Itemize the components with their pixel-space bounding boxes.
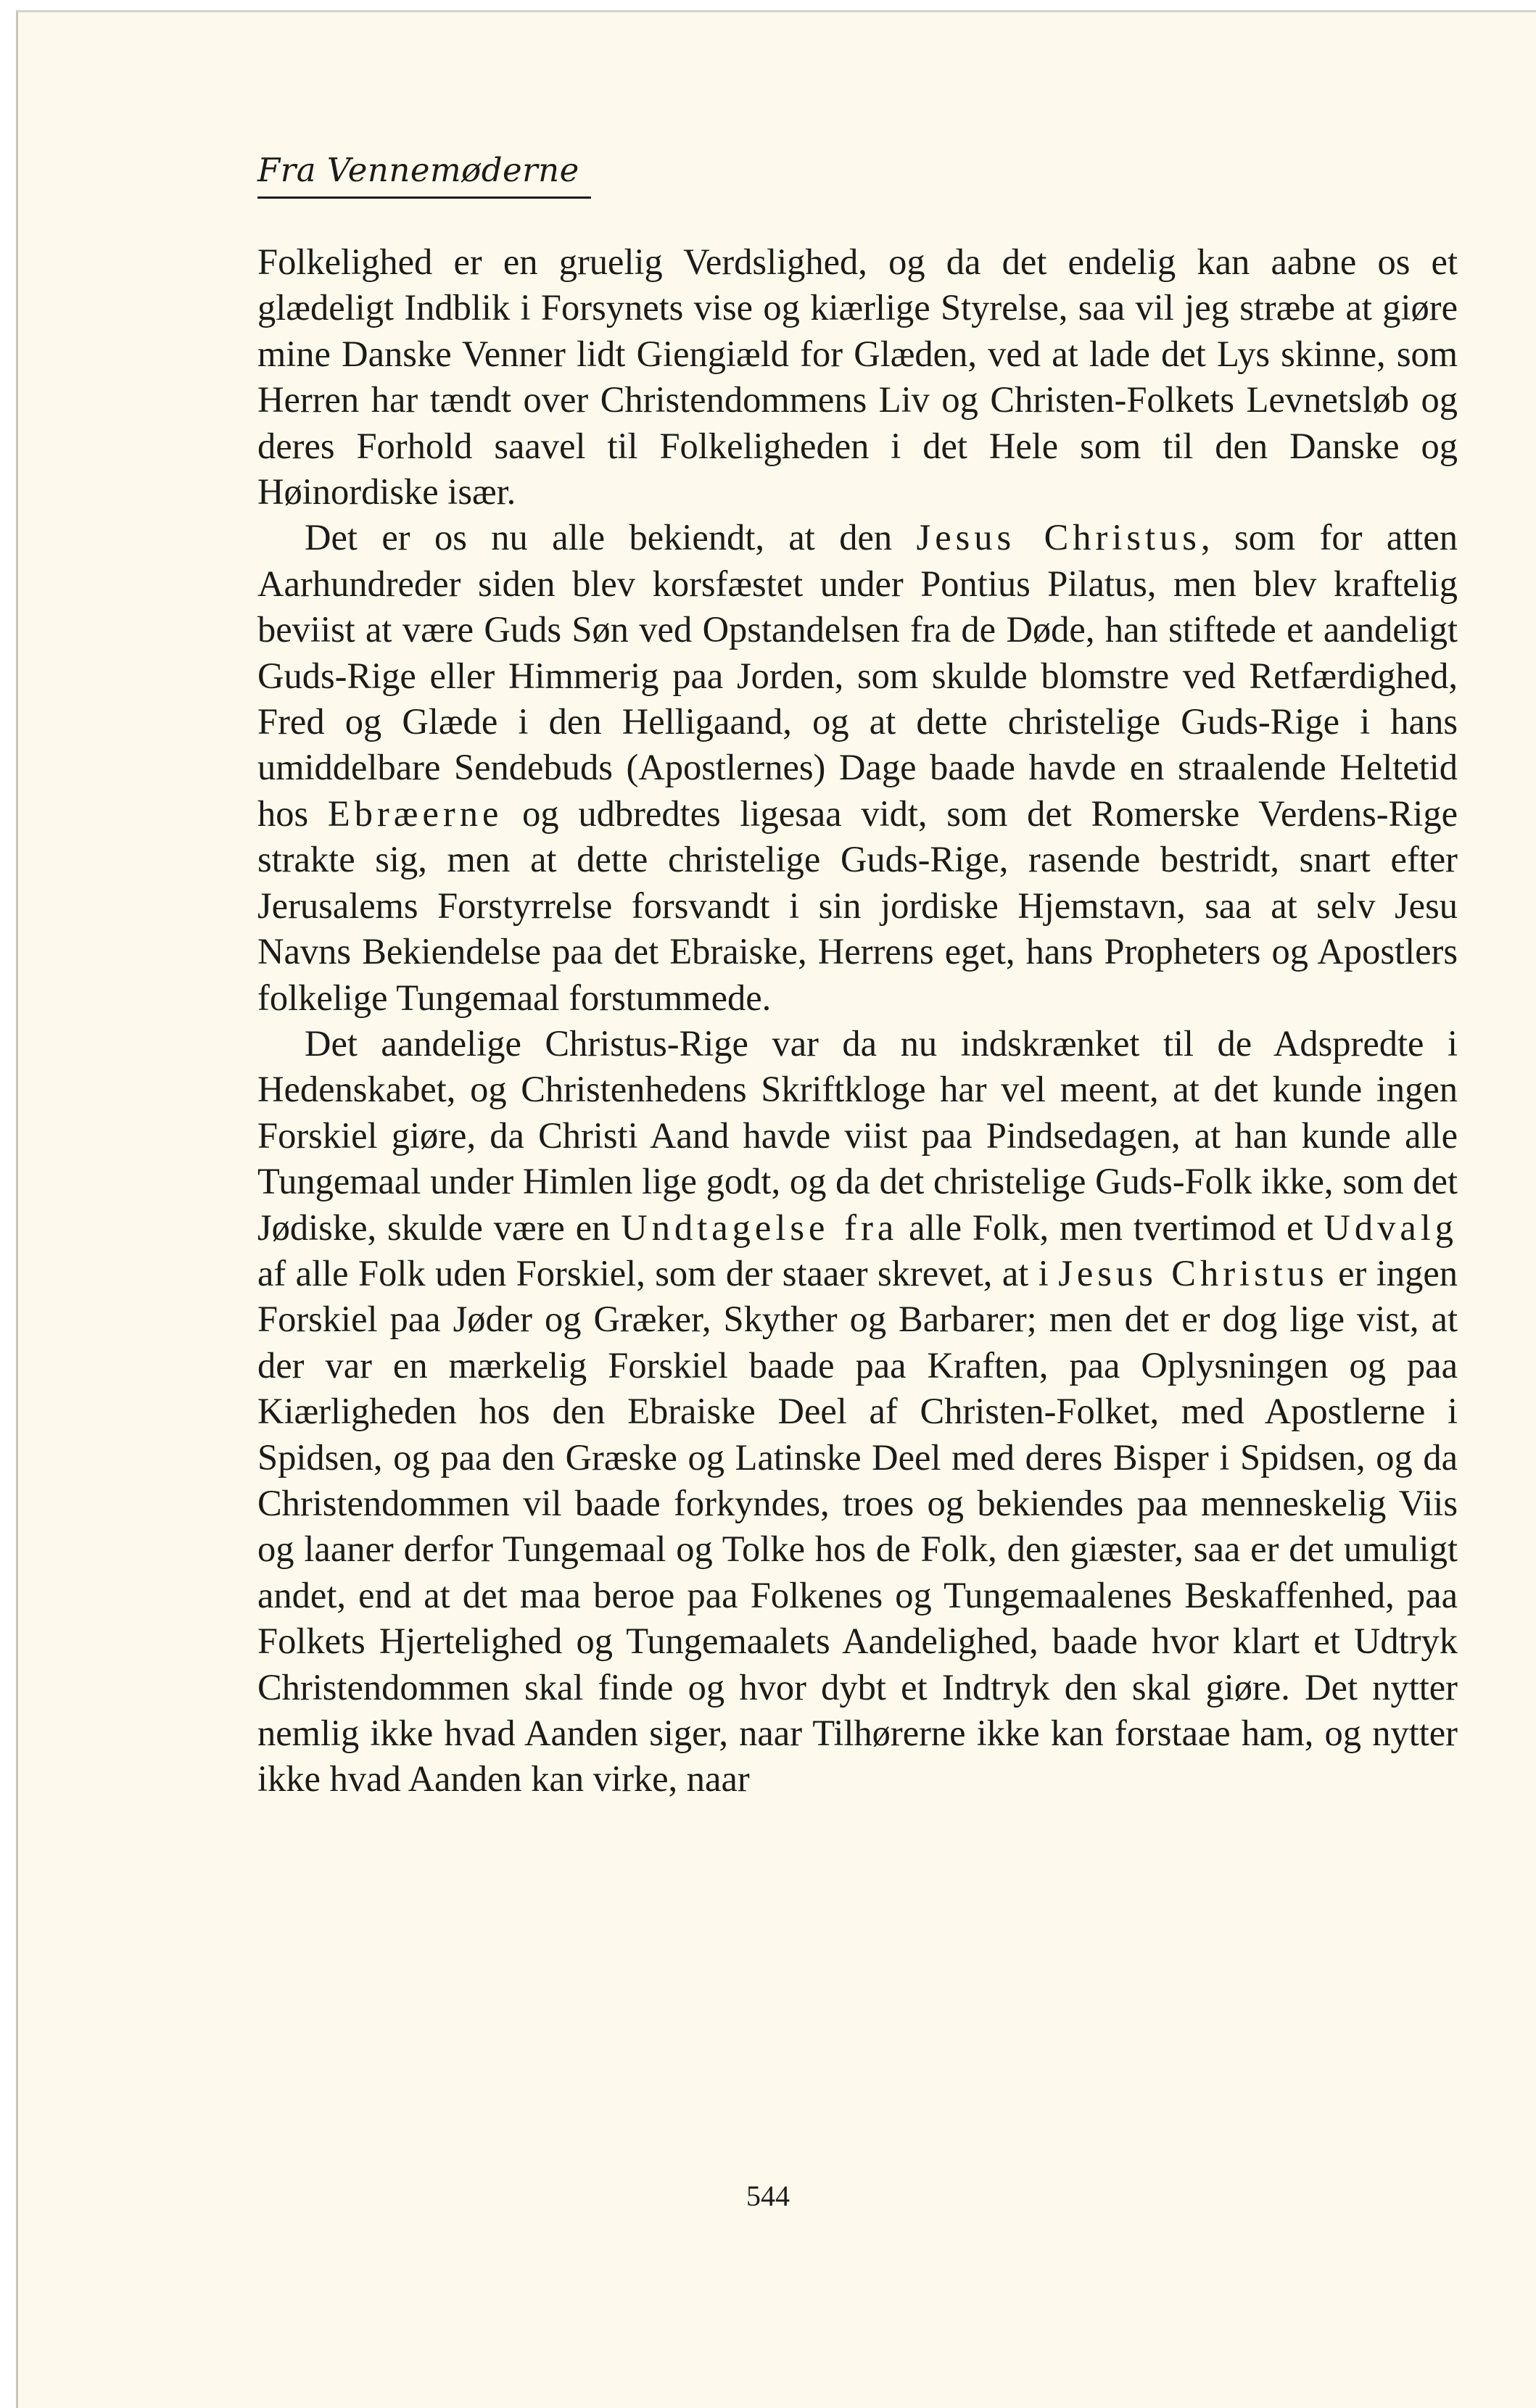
- paragraph-3-text: alle Folk, men tvertimod et: [898, 1207, 1324, 1248]
- spaced-word-undtagelse: Undtagelse fra: [621, 1207, 899, 1248]
- paragraph-1: Folkelighed er en gruelig Verdslighed, og da det endelig kan aabne os et glædeligt Indblik i Forsynets vise og kiærlige Styrelse, saa vil jeg stræbe at giøre mine Danske Venner lidt Giengiæld for Glæden, ved at lade det Lys skinne, som Herren har tændt over Christendommens Liv og Christen-Folkets Levnetsløb og deres Forhold saavel til Folkeligheden i det Hele som til den Danske og Høinordiske især.: [257, 241, 1458, 513]
- spaced-word-ebraeerne: Ebræerne: [327, 793, 503, 834]
- paragraph-2-text: Det er os nu alle bekiendt, at den: [305, 517, 917, 558]
- running-header: Fra Vennemøderne: [257, 151, 591, 199]
- paragraph-2-text: , som for atten Aarhundreder siden blev korsfæstet under Pontius Pilatus, men blev kraftelig beviist at være Guds Søn ved Opstandelsen fra de Døde, han stiftede et aandeligt Guds-Rige eller Himmerig paa Jorden, som skulde blomstre ved Retfærdighed, Fred og Glæde i den Helligaand, og at dette christelige Guds-Rige i hans umiddelbare Sendebuds (Apostlernes) Dage baade havde en straalende Heltetid hos: [257, 517, 1458, 834]
- paragraph-3-text: Det aandelige Christus-Rige var da nu indskrænket til de Adspredte i Hedenskabet, og Christenhedens Skriftkloge har vel meent, at det kunde ingen Forskiel giøre, da Christi Aand havde viist paa Pindsedagen, at han kunde alle Tungemaal under Himlen lige godt, og da det christelige Guds-Folk ikke, som det Jødiske, skulde være en: [257, 1022, 1458, 1248]
- paragraph-3: [257, 1021, 1458, 1803]
- page-number: 544: [746, 2180, 790, 2212]
- spaced-name-jesus-christus: Jesus Christus: [1058, 1252, 1329, 1294]
- body-text: [257, 239, 1458, 1803]
- paragraph-3-text: af alle Folk uden Forskiel, som der staaer skrevet, at i: [257, 1252, 1059, 1294]
- paragraph-2-text: og udbredtes ligesaa vidt, som det Romerske Verdens-Rige strakte sig, men at dette christelige Guds-Rige, rasende bestridt, snart efter Jerusalems Forstyrrelse forsvandt i sin jordiske Hjemstavn, saa at selv Jesu Navns Bekiendelse paa det Ebraiske, Herrens eget, hans Propheters og Apostlers folkelige Tungemaal forstummede.: [257, 793, 1458, 1018]
- spaced-name-jesus-christus: Jesus Christus: [916, 517, 1201, 558]
- paragraph-3-text: er ingen Forskiel paa Jøder og Græker, Skyther og Barbarer; men det er dog lige vist, at der var en mærkelig Forskiel baade paa Kraften, paa Oplysningen og paa Kiærligheden hos den Ebraiske Deel af Christen-Folket, med Apostlerne i Spidsen, og paa den Græske og Latinske Deel med deres Bisper i Spidsen, og da Christendommen vil baade forkyndes, troes og bekiendes paa menneskelig Viis og laaner derfor Tungemaal og Tolke hos de Folk, den giæster, saa er det umuligt andet, end at det maa beroe paa Folkenes og Tungemaalenes Beskaffenhed, paa Folkets Hjertelighed og Tungemaalets Aandelighed, baade hvor klart et Udtryk Christendommen skal finde og hvor dybt et Indtryk den skal giøre. Det nytter nemlig ikke hvad Aanden siger, naar Tilhørerne ikke kan forstaae ham, og nytter ikke hvad Aanden kan virke, naar: [257, 1252, 1458, 1800]
- spaced-word-udvalg: Udvalg: [1324, 1207, 1458, 1248]
- paragraph-2: [257, 515, 1458, 1020]
